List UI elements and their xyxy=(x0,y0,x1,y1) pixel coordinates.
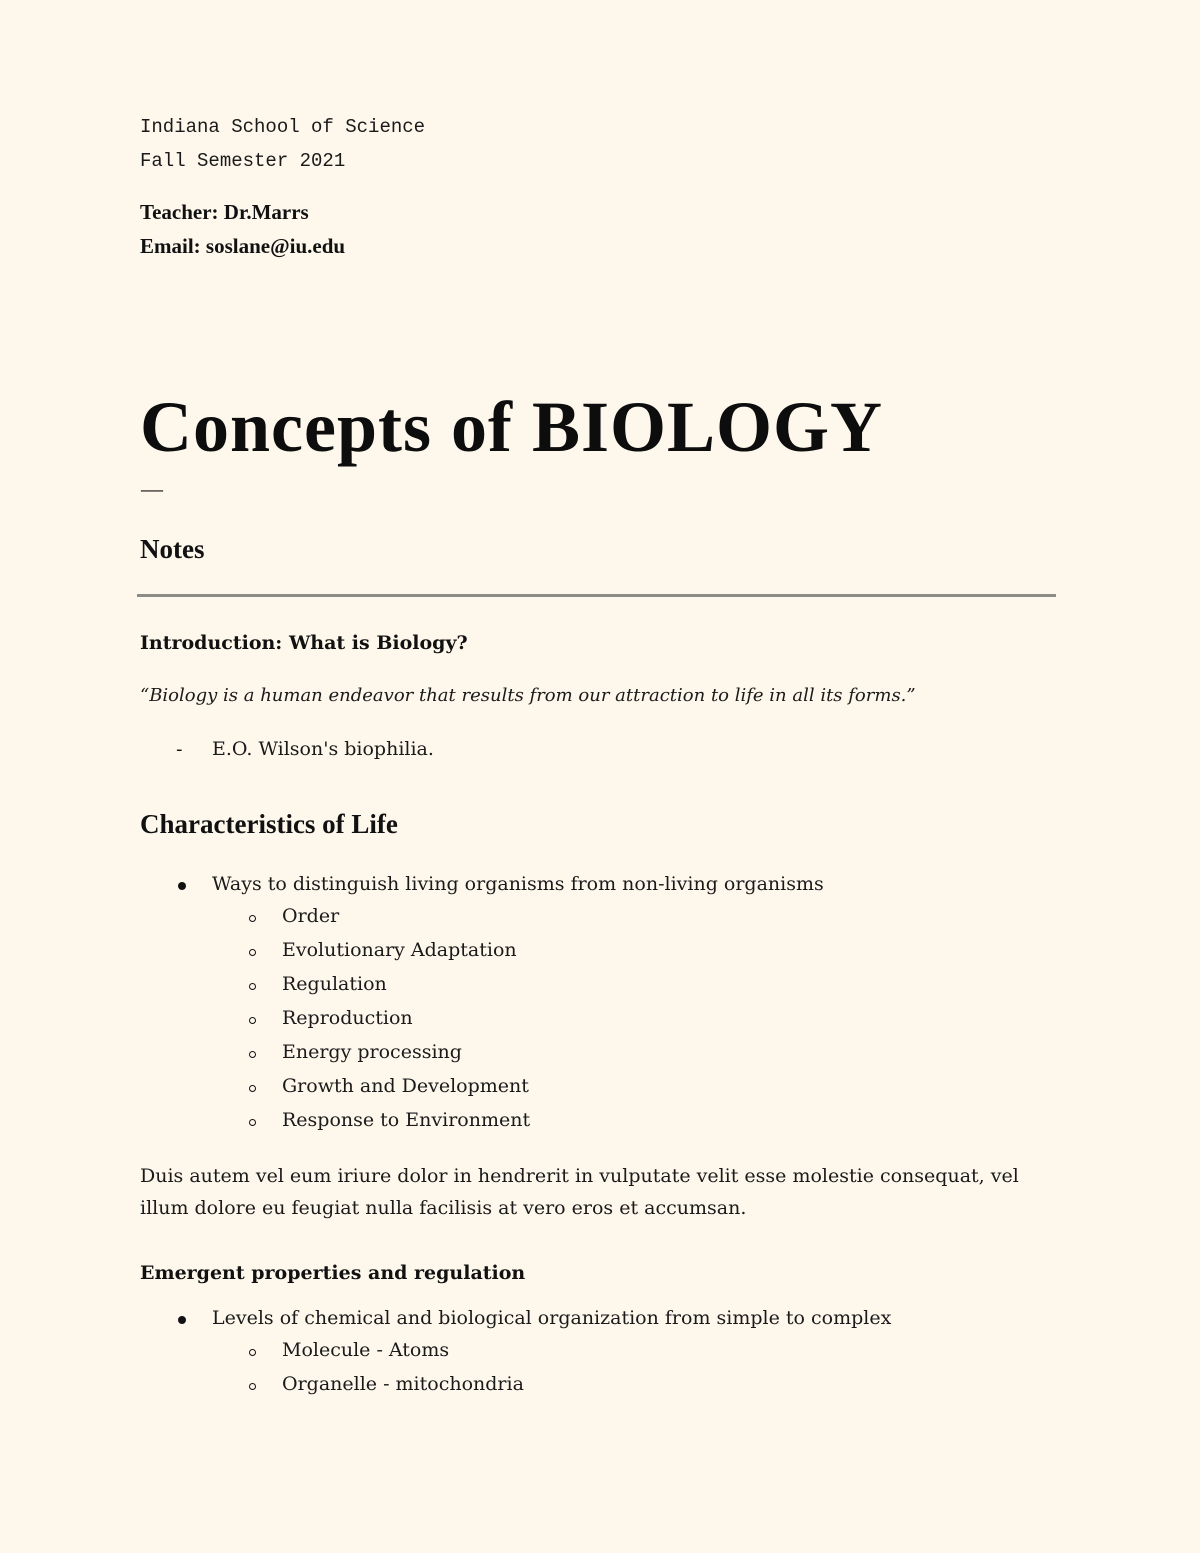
list-item: Regulation xyxy=(282,973,387,995)
document-title: Concepts of BIOLOGY xyxy=(140,387,884,467)
bullet-dot-icon xyxy=(178,1316,186,1324)
list-item: Order xyxy=(282,905,340,927)
bullet-circle-icon xyxy=(249,983,256,990)
intro-heading: Introduction: What is Biology? xyxy=(140,632,468,654)
dash-bullet: - xyxy=(176,739,183,760)
bullet-dot-icon xyxy=(178,882,186,890)
semester: Fall Semester 2021 xyxy=(140,150,346,172)
characteristics-bullet: Ways to distinguish living organisms from non-living organisms xyxy=(212,873,824,895)
bullet-circle-icon xyxy=(249,1383,256,1390)
bullet-circle-icon xyxy=(249,1085,256,1092)
notes-heading: Notes xyxy=(140,534,205,564)
bullet-circle-icon xyxy=(249,1119,256,1126)
list-item: Reproduction xyxy=(282,1007,413,1029)
body-paragraph: Duis autem vel eum iriure dolor in hendrerit in vulputate velit esse molestie consequat, vel illum dolore eu feugiat nulla facilisis at vero eros et accumsan. xyxy=(140,1165,1019,1219)
horizontal-rule xyxy=(137,594,1056,597)
intro-attribution: E.O. Wilson's biophilia. xyxy=(212,738,434,760)
title-dash: — xyxy=(141,476,163,501)
bullet-circle-icon xyxy=(249,1349,256,1356)
list-item: Molecule - Atoms xyxy=(282,1339,450,1361)
bullet-circle-icon xyxy=(249,949,256,956)
list-item: Growth and Development xyxy=(282,1075,529,1097)
emergent-heading: Emergent properties and regulation xyxy=(140,1262,526,1284)
list-item: Organelle - mitochondria xyxy=(282,1373,524,1395)
emergent-bullet: Levels of chemical and biological organization from simple to complex xyxy=(212,1307,892,1329)
bullet-circle-icon xyxy=(249,1051,256,1058)
characteristics-heading: Characteristics of Life xyxy=(140,809,398,839)
list-item: Response to Environment xyxy=(282,1109,531,1131)
bullet-circle-icon xyxy=(249,915,256,922)
bullet-circle-icon xyxy=(249,1017,256,1024)
school-name: Indiana School of Science xyxy=(140,116,426,138)
list-item: Energy processing xyxy=(282,1041,462,1063)
intro-quote: “Biology is a human endeavor that results from our attraction to life in all its forms.” xyxy=(140,685,916,706)
teacher-name: Teacher: Dr.Marrs xyxy=(140,200,309,224)
teacher-email: Email: soslane@iu.edu xyxy=(140,234,346,258)
list-item: Evolutionary Adaptation xyxy=(282,939,517,961)
